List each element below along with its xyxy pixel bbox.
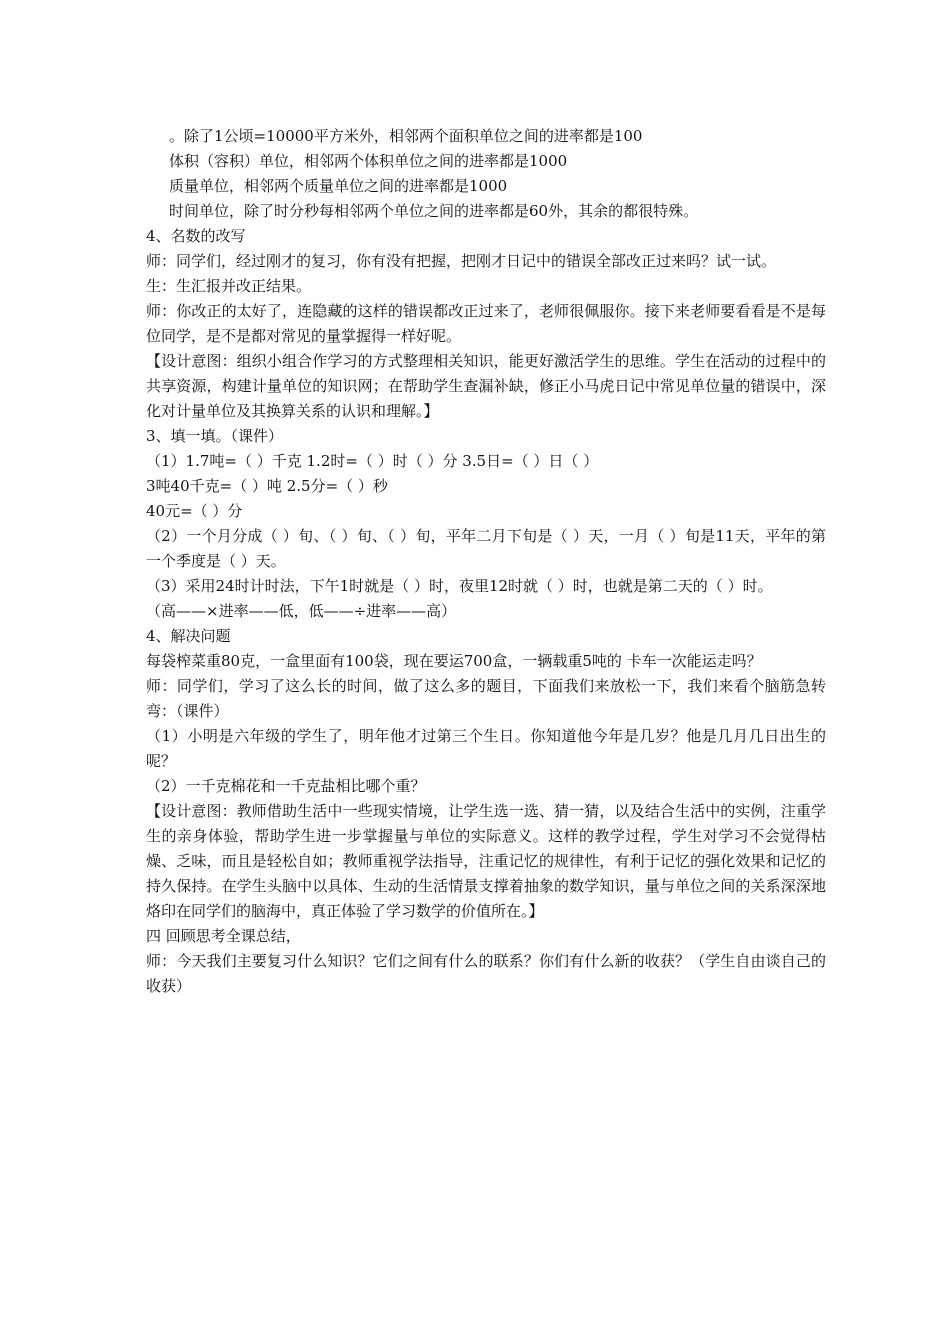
section-heading-problem: 4、解决问题 — [146, 627, 231, 645]
paragraph-design-intent-1: 【设计意图：组织小组合作学习的方式整理相关知识，能更好激活学生的思维。学生在活动的过程中的共享资源，构建计量单位的知识网；在帮助学生查漏补缺，修正小马虎日记中常见单位量的错误中，深化对计量单位及其换算关系的认识和理解。】 — [146, 352, 826, 420]
paragraph-time-units: 时间单位，除了时分秒每相邻两个单位之间的进率都是60外，其余的都很特殊。 — [169, 202, 699, 220]
paragraph-volume-units: 体积（容积）单位，相邻两个体积单位之间的进率都是1000 — [169, 152, 568, 170]
paragraph-teacher-3: 师：同学们，学习了这么长的时间，做了这么多的题目，下面我们来放松一下，我们来看个脑筋急转弯：（课件） — [146, 677, 826, 720]
paragraph-mass-units: 质量单位，相邻两个质量单位之间的进率都是1000 — [169, 177, 508, 195]
exercise-1-line-1: （1）1.7吨=（ ）千克 1.2时=（ ）时（ ）分 3.5日=（ ）日（ ） — [146, 452, 599, 470]
section-heading-summary: 四 回顾思考全课总结， — [146, 927, 301, 945]
section-heading-rewrite: 4、名数的改写 — [146, 227, 246, 245]
exercise-3: （3）采用24时计时法，下午1时就是（ ）时，夜里12时就（ ）时，也就是第二天的（ ）时。 — [146, 577, 773, 595]
section-heading-fill: 3、填一填。（课件） — [146, 427, 284, 445]
brain-teaser-2: （2）一千克棉花和一千克盐相比哪个重？ — [146, 777, 426, 795]
paragraph-problem: 每袋榨菜重80克，一盒里面有100袋，现在要运700盒，一辆载重5吨的 卡车一次能运走吗？ — [146, 652, 762, 670]
paragraph-teacher-2: 师：你改正的太好了，连隐藏的这样的错误都改正过来了，老师很佩服你。接下来老师要看看是不是每位同学，是不是都对常见的量掌握得一样好呢。 — [146, 302, 826, 345]
exercise-2: （2）一个月分成（ ）旬、（ ）旬、（ ）旬，平年二月下旬是（ ）天，一月（ ）旬是11天，平年的第一个季度是（ ）天。 — [146, 527, 826, 570]
paragraph-teacher-1: 师：同学们，经过刚才的复习，你有没有把握，把刚才日记中的错误全部改正过来吗？试一试。 — [146, 252, 777, 270]
paragraph-student-1: 生：生汇报并改正结果。 — [146, 277, 312, 295]
paragraph-teacher-4: 师：今天我们主要复习什么知识？它们之间有什么的联系？你们有什么新的收获？（学生自由谈自己的收获） — [146, 952, 826, 995]
exercise-1-line-3: 40元=（ ）分 — [146, 502, 243, 520]
paragraph-area-units: 。除了1公顷=10000平方米外，相邻两个面积单位之间的进率都是100 — [169, 127, 643, 145]
document-body — [146, 124, 826, 999]
paragraph-design-intent-2: 【设计意图：教师借助生活中一些现实情境，让学生选一选、猜一猜，以及结合生活中的实例，注重学生的亲身体验，帮助学生进一步掌握量与单位的实际意义。这样的教学过程，学生对学习不会觉得枯燥、乏味，而且是轻松自如；教师重视学法指导，注重记忆的规律性，有利于记忆的强化效果和记忆的持久保持。在学生头脑中以具体、生动的生活情景支撑着抽象的数学知识，量与单位之间的关系深深地烙印在同学们的脑海中，真正体验了学习数学的价值所在。】 — [146, 802, 826, 920]
exercise-1-line-2: 3吨40千克=（ ）吨 2.5分=（ ）秒 — [146, 477, 388, 495]
conversion-rule: （高——×进率——低，低——÷进率——高） — [146, 602, 457, 620]
brain-teaser-1: （1）小明是六年级的学生了，明年他才过第三个生日。你知道他今年是几岁？他是几月几日出生的呢？ — [146, 727, 826, 770]
